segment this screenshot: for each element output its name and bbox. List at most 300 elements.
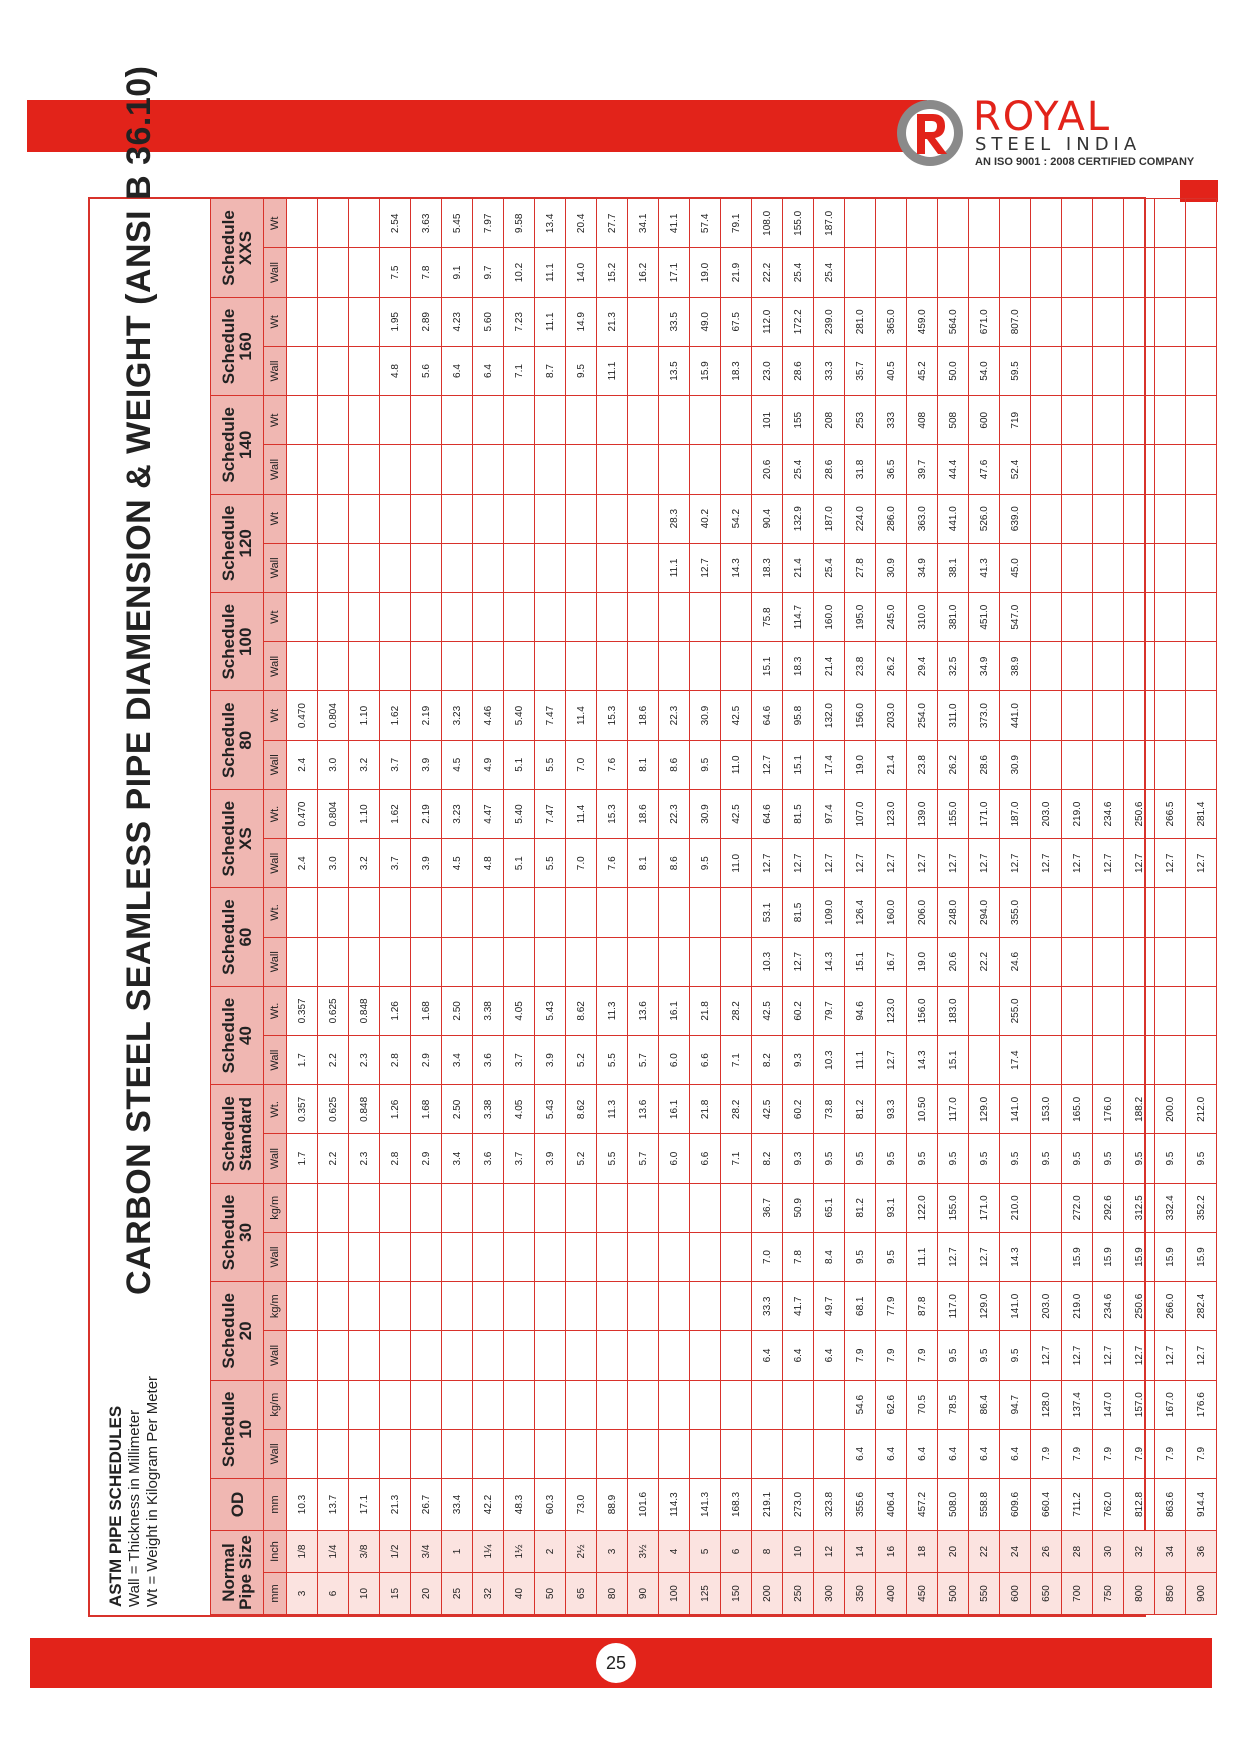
table-cell: 1.62: [380, 789, 411, 838]
group-header-sch120: Schedule 120: [211, 494, 264, 592]
pipe-size-cell: 14: [845, 1531, 876, 1573]
table-cell: 239.0: [814, 297, 845, 346]
table-cell: [442, 543, 473, 592]
table-cell: 47.6: [969, 445, 1000, 494]
table-cell: [597, 445, 628, 494]
table-cell: 18.3: [783, 642, 814, 691]
table-cell: [349, 1282, 380, 1331]
table-cell: 27.7: [597, 199, 628, 248]
table-cell: 183.0: [938, 986, 969, 1035]
table-row: [566, 199, 597, 1615]
table-cell: 12.7: [783, 937, 814, 986]
table-cell: 4.23: [442, 297, 473, 346]
brand-logo: [895, 94, 1230, 170]
table-cell: [535, 888, 566, 937]
table-cell: [287, 1282, 318, 1331]
pipe-size-cell: 8: [752, 1531, 783, 1573]
table-cell: 3.63: [411, 199, 442, 248]
table-cell: 12.7: [1155, 1331, 1186, 1380]
table-cell: [442, 1282, 473, 1331]
table-cell: [659, 1380, 690, 1429]
table-cell: [1186, 297, 1217, 346]
od-cell: 406.4: [876, 1479, 907, 1531]
column-header: Wt: [264, 691, 287, 740]
table-cell: [1155, 396, 1186, 445]
table-cell: [535, 593, 566, 642]
table-cell: 9.5: [876, 1134, 907, 1183]
table-cell: [1186, 199, 1217, 248]
table-row: [783, 199, 814, 1615]
od-cell: 273.0: [783, 1479, 814, 1531]
table-cell: [1155, 1036, 1186, 1085]
table-cell: 219.0: [1062, 1282, 1093, 1331]
table-cell: 1.26: [380, 986, 411, 1035]
table-cell: 87.8: [907, 1282, 938, 1331]
table-cell: 2.3: [349, 1036, 380, 1085]
table-cell: [1093, 1036, 1124, 1085]
column-header: Wt.: [264, 888, 287, 937]
table-cell: 11.1: [535, 248, 566, 297]
table-cell: [380, 593, 411, 642]
pipe-size-cell: 1¼: [473, 1531, 504, 1573]
table-cell: [318, 1282, 349, 1331]
brand-subtitle: STEEL INDIA: [975, 134, 1142, 155]
table-cell: 8.6: [659, 839, 690, 888]
table-cell: 1.95: [380, 297, 411, 346]
table-cell: [380, 1232, 411, 1281]
table-cell: [287, 1380, 318, 1429]
od-cell: 812.8: [1124, 1479, 1155, 1531]
table-cell: 4.05: [504, 986, 535, 1035]
table-cell: 16.7: [876, 937, 907, 986]
table-cell: [442, 1331, 473, 1380]
table-cell: 7.1: [504, 346, 535, 395]
table-cell: [1124, 543, 1155, 592]
table-cell: 7.8: [783, 1232, 814, 1281]
table-cell: [318, 1183, 349, 1232]
table-cell: 8.1: [628, 740, 659, 789]
group-header-od: OD: [211, 1479, 264, 1531]
table-cell: 155.0: [938, 1183, 969, 1232]
table-cell: 8.4: [814, 1232, 845, 1281]
table-cell: 9.5: [1124, 1134, 1155, 1183]
table-cell: [1186, 396, 1217, 445]
table-cell: 2.19: [411, 789, 442, 838]
pipe-size-cell: 22: [969, 1531, 1000, 1573]
table-cell: 9.5: [969, 1331, 1000, 1380]
table-cell: [1124, 346, 1155, 395]
table-cell: 508: [938, 396, 969, 445]
table-cell: 3.4: [442, 1036, 473, 1085]
table-cell: 12.7: [1093, 839, 1124, 888]
table-cell: [721, 888, 752, 937]
table-row: [349, 199, 380, 1615]
table-cell: 1.10: [349, 789, 380, 838]
table-cell: [318, 1429, 349, 1478]
table-cell: [318, 494, 349, 543]
od-cell: 17.1: [349, 1479, 380, 1531]
table-cell: 12.7: [876, 839, 907, 888]
table-cell: [1155, 248, 1186, 297]
table-cell: [287, 1232, 318, 1281]
table-cell: 52.4: [1000, 445, 1031, 494]
table-cell: 11.1: [845, 1036, 876, 1085]
table-cell: 5.43: [535, 986, 566, 1035]
table-cell: 129.0: [969, 1085, 1000, 1134]
table-cell: 81.2: [845, 1085, 876, 1134]
table-cell: 137.4: [1062, 1380, 1093, 1429]
table-cell: [1031, 543, 1062, 592]
table-row: [721, 199, 752, 1615]
table-cell: 165.0: [1062, 1085, 1093, 1134]
table-cell: [504, 642, 535, 691]
table-cell: 28.6: [814, 445, 845, 494]
table-cell: [318, 248, 349, 297]
pipe-size-cell: 400: [876, 1573, 907, 1615]
column-header: Wall: [264, 839, 287, 888]
table-cell: [1062, 937, 1093, 986]
table-cell: [473, 494, 504, 543]
table-cell: 8.2: [752, 1134, 783, 1183]
table-cell: [1031, 1232, 1062, 1281]
astm-title: ASTM PIPE SCHEDULES: [106, 1405, 125, 1607]
od-cell: 219.1: [752, 1479, 783, 1531]
table-cell: [1186, 740, 1217, 789]
group-header-sch10: Schedule 10: [211, 1380, 264, 1478]
table-cell: [721, 396, 752, 445]
table-cell: [628, 1282, 659, 1331]
table-cell: 14.0: [566, 248, 597, 297]
table-cell: 16.1: [659, 1085, 690, 1134]
table-cell: [876, 248, 907, 297]
table-cell: [535, 1380, 566, 1429]
table-cell: 176.0: [1093, 1085, 1124, 1134]
table-cell: [1031, 297, 1062, 346]
table-cell: 807.0: [1000, 297, 1031, 346]
table-cell: 7.0: [566, 839, 597, 888]
table-cell: 9.5: [1031, 1134, 1062, 1183]
table-cell: [1093, 937, 1124, 986]
table-cell: 21.4: [876, 740, 907, 789]
table-cell: [1031, 888, 1062, 937]
table-cell: [1186, 346, 1217, 395]
table-cell: 4.9: [473, 740, 504, 789]
table-cell: 25.4: [814, 248, 845, 297]
table-cell: [504, 1232, 535, 1281]
table-cell: 9.5: [1000, 1331, 1031, 1380]
table-cell: 23.0: [752, 346, 783, 395]
pipe-size-cell: 6: [721, 1531, 752, 1573]
table-cell: 0.625: [318, 1085, 349, 1134]
table-cell: [1093, 297, 1124, 346]
table-cell: 7.97: [473, 199, 504, 248]
table-cell: [1093, 248, 1124, 297]
table-cell: [1031, 396, 1062, 445]
table-cell: [287, 1183, 318, 1232]
table-cell: 3.9: [411, 740, 442, 789]
table-cell: 9.58: [504, 199, 535, 248]
table-cell: 8.6: [659, 740, 690, 789]
table-cell: 1.7: [287, 1036, 318, 1085]
table-row: [659, 199, 690, 1615]
table-cell: 78.5: [938, 1380, 969, 1429]
table-row: [535, 199, 566, 1615]
table-cell: [318, 1380, 349, 1429]
od-cell: 558.8: [969, 1479, 1000, 1531]
table-cell: [411, 494, 442, 543]
pipe-size-cell: 650: [1031, 1573, 1062, 1615]
table-cell: 13.4: [535, 199, 566, 248]
table-cell: [1031, 199, 1062, 248]
table-cell: 7.9: [1062, 1429, 1093, 1478]
table-cell: [411, 1183, 442, 1232]
table-cell: 408: [907, 396, 938, 445]
table-cell: 12.7: [1093, 1331, 1124, 1380]
table-cell: [1186, 691, 1217, 740]
group-header-sch20: Schedule 20: [211, 1282, 264, 1380]
table-cell: 352.2: [1186, 1183, 1217, 1232]
table-cell: [287, 346, 318, 395]
table-cell: 5.5: [535, 740, 566, 789]
table-cell: 9.5: [690, 839, 721, 888]
pipe-size-cell: 300: [814, 1573, 845, 1615]
table-cell: [380, 888, 411, 937]
table-row: [318, 199, 349, 1615]
table-cell: 64.6: [752, 789, 783, 838]
table-cell: [442, 888, 473, 937]
table-cell: 129.0: [969, 1282, 1000, 1331]
group-header-sch-standard: Schedule Standard: [211, 1085, 264, 1183]
table-cell: [1186, 248, 1217, 297]
table-cell: 12.7: [876, 1036, 907, 1085]
table-cell: [1124, 593, 1155, 642]
table-cell: 5.40: [504, 789, 535, 838]
column-header: Wall: [264, 740, 287, 789]
table-cell: 12.7: [1186, 1331, 1217, 1380]
table-row: [287, 199, 318, 1615]
table-cell: 62.6: [876, 1380, 907, 1429]
table-cell: 3.2: [349, 839, 380, 888]
table-cell: 155.0: [938, 789, 969, 838]
table-cell: [1124, 691, 1155, 740]
table-cell: 281.0: [845, 297, 876, 346]
table-cell: 332.4: [1155, 1183, 1186, 1232]
sub-header-row: [264, 199, 287, 1615]
table-cell: [1062, 346, 1093, 395]
pipe-size-cell: 750: [1093, 1573, 1124, 1615]
od-cell: 73.0: [566, 1479, 597, 1531]
table-cell: [597, 1232, 628, 1281]
table-cell: [473, 1183, 504, 1232]
od-cell: 660.4: [1031, 1479, 1062, 1531]
table-row: [690, 199, 721, 1615]
table-cell: 12.7: [1124, 839, 1155, 888]
table-cell: 255.0: [1000, 986, 1031, 1035]
table-cell: 30.9: [876, 543, 907, 592]
table-cell: 14.3: [814, 937, 845, 986]
table-cell: 9.5: [1155, 1134, 1186, 1183]
table-cell: [1186, 888, 1217, 937]
table-cell: 41.7: [783, 1282, 814, 1331]
table-cell: 23.8: [845, 642, 876, 691]
table-cell: 11.1: [659, 543, 690, 592]
table-cell: [690, 1183, 721, 1232]
table-cell: [442, 1429, 473, 1478]
table-cell: 60.2: [783, 986, 814, 1035]
table-cell: [659, 593, 690, 642]
table-cell: 187.0: [814, 199, 845, 248]
column-header: mm: [264, 1573, 287, 1615]
table-cell: 2.2: [318, 1134, 349, 1183]
table-cell: 2.89: [411, 297, 442, 346]
pipe-size-cell: 125: [690, 1573, 721, 1615]
table-row: [1031, 199, 1062, 1615]
table-cell: [535, 1282, 566, 1331]
table-cell: [566, 396, 597, 445]
table-cell: 21.4: [783, 543, 814, 592]
page-number: 25: [596, 1643, 636, 1683]
table-cell: 44.4: [938, 445, 969, 494]
table-cell: 3.23: [442, 691, 473, 740]
pipe-size-cell: 28: [1062, 1531, 1093, 1573]
table-cell: 7.1: [721, 1036, 752, 1085]
table-cell: 11.1: [597, 346, 628, 395]
table-cell: 31.8: [845, 445, 876, 494]
table-cell: 441.0: [1000, 691, 1031, 740]
table-cell: [473, 396, 504, 445]
table-cell: 208: [814, 396, 845, 445]
table-cell: [1155, 937, 1186, 986]
pipe-size-cell: 1/8: [287, 1531, 318, 1573]
table-cell: 172.2: [783, 297, 814, 346]
table-cell: 12.7: [1000, 839, 1031, 888]
column-header: Wall: [264, 1134, 287, 1183]
table-cell: 1.7: [287, 1134, 318, 1183]
table-cell: 253: [845, 396, 876, 445]
table-cell: [690, 445, 721, 494]
table-cell: 12.7: [938, 839, 969, 888]
table-cell: [690, 1380, 721, 1429]
table-cell: 12.7: [814, 839, 845, 888]
table-cell: [721, 1282, 752, 1331]
table-cell: 187.0: [814, 494, 845, 543]
table-cell: 25.4: [783, 248, 814, 297]
table-cell: 81.5: [783, 888, 814, 937]
column-header: Wt: [264, 593, 287, 642]
table-cell: 7.9: [1155, 1429, 1186, 1478]
table-cell: 117.0: [938, 1085, 969, 1134]
table-cell: 13.6: [628, 1085, 659, 1134]
table-row: [938, 199, 969, 1615]
group-header-sch-xxs: Schedule XXS: [211, 199, 264, 297]
table-cell: 2.19: [411, 691, 442, 740]
table-cell: 4.8: [380, 346, 411, 395]
table-cell: [1062, 740, 1093, 789]
table-cell: [411, 1282, 442, 1331]
od-cell: 914.4: [1186, 1479, 1217, 1531]
table-cell: 188.2: [1124, 1085, 1155, 1134]
table-cell: 3.9: [535, 1134, 566, 1183]
column-header: Wt.: [264, 986, 287, 1035]
table-cell: 5.5: [597, 1134, 628, 1183]
table-cell: [721, 593, 752, 642]
table-cell: [659, 1429, 690, 1478]
table-cell: [566, 593, 597, 642]
table-cell: 109.0: [814, 888, 845, 937]
table-cell: 18.3: [721, 346, 752, 395]
table-cell: [504, 1429, 535, 1478]
table-cell: 2.8: [380, 1036, 411, 1085]
table-cell: 11.1: [535, 297, 566, 346]
od-cell: 101.6: [628, 1479, 659, 1531]
table-cell: 3.38: [473, 1085, 504, 1134]
table-cell: 5.40: [504, 691, 535, 740]
table-cell: 14.3: [907, 1036, 938, 1085]
pipe-size-cell: 40: [504, 1573, 535, 1615]
table-cell: [628, 396, 659, 445]
table-cell: 2.50: [442, 986, 473, 1035]
table-cell: 132.0: [814, 691, 845, 740]
table-cell: 6.0: [659, 1036, 690, 1085]
table-cell: [1031, 1036, 1062, 1085]
table-cell: 11.3: [597, 986, 628, 1035]
table-cell: [535, 494, 566, 543]
table-cell: [1093, 691, 1124, 740]
table-cell: [876, 199, 907, 248]
table-cell: [504, 445, 535, 494]
table-cell: 15.9: [1186, 1232, 1217, 1281]
table-cell: 459.0: [907, 297, 938, 346]
table-cell: [1093, 740, 1124, 789]
table-cell: 441.0: [938, 494, 969, 543]
table-cell: 254.0: [907, 691, 938, 740]
table-cell: 54.6: [845, 1380, 876, 1429]
table-cell: 5.60: [473, 297, 504, 346]
od-cell: 21.3: [380, 1479, 411, 1531]
table-cell: [287, 593, 318, 642]
table-cell: [349, 1232, 380, 1281]
table-cell: [1093, 888, 1124, 937]
table-cell: 0.357: [287, 1085, 318, 1134]
table-cell: 70.5: [907, 1380, 938, 1429]
pipe-size-cell: 12: [814, 1531, 845, 1573]
table-cell: 79.1: [721, 199, 752, 248]
table-cell: 250.6: [1124, 1282, 1155, 1331]
pipe-size-cell: 350: [845, 1573, 876, 1615]
table-cell: 21.3: [597, 297, 628, 346]
table-cell: 5.1: [504, 740, 535, 789]
table-cell: 17.1: [659, 248, 690, 297]
table-cell: [535, 1232, 566, 1281]
table-cell: [287, 248, 318, 297]
table-cell: 3.6: [473, 1134, 504, 1183]
table-cell: 30.9: [1000, 740, 1031, 789]
table-cell: 3.6: [473, 1036, 504, 1085]
table-cell: 1.68: [411, 986, 442, 1035]
table-cell: [628, 1232, 659, 1281]
table-cell: 9.5: [876, 1232, 907, 1281]
table-cell: 9.5: [814, 1134, 845, 1183]
pipe-size-cell: 36: [1186, 1531, 1217, 1573]
table-cell: [597, 642, 628, 691]
table-cell: [287, 888, 318, 937]
table-cell: [690, 396, 721, 445]
table-cell: 195.0: [845, 593, 876, 642]
table-cell: [1124, 1036, 1155, 1085]
pipe-size-cell: 10: [783, 1531, 814, 1573]
table-cell: [566, 1429, 597, 1478]
table-cell: [504, 494, 535, 543]
